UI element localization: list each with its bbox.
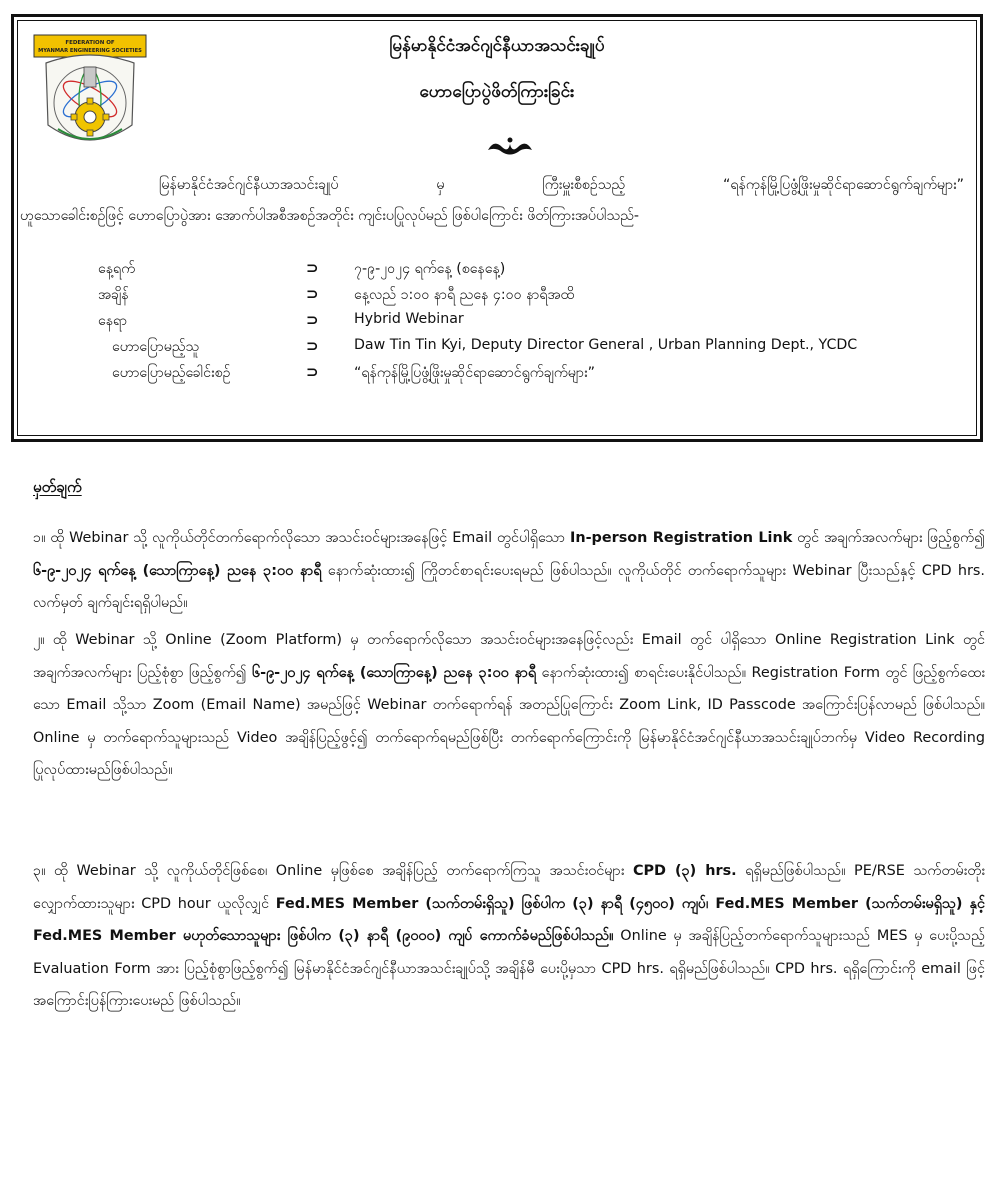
svg-text:FEDERATION OF: FEDERATION OF (65, 40, 115, 46)
emphasis-text: Fed.MES Member (သက်တမ်းရှိသူ) ဖြစ်ပါက (၃) နာရီ (၄၅၀၀) ကျပ်၊ Fed.MES Member (သက်တမ်းမရှိသူ) နှင့် Fed.MES Member မဟုတ်သောသူများ ဖြစ်ပါက (၃) နာရီ (၉၀၀၀) ကျပ် ကောက်ခံမည်ဖြစ်ပါသည်။ (33, 895, 985, 944)
detail-separator: ⊃ (306, 259, 319, 277)
body-text: Online မှ အချိန်ပြည့်တက်ရောက်သူများသည် MES မှ ပေးပို့သည့် Evaluation Form အား ပြည့်စုံစွာဖြည့်စွက်၍ မြန်မာနိုင်ငံအင်ဂျင်နီယာအသင်းချုပ်သို့ အချိန်မီ ပေးပို့မှသာ CPD hrs. ရရှိမည်ဖြစ်ပါသည်။ CPD hrs. ရရှိကြောင်းကို email ဖြင့် အကြောင်းပြန်ကြားပေးမည် ဖြစ်ပါသည်။ (33, 928, 986, 1009)
emphasis-text: ၆-၉-၂၀၂၄ ရက်နေ့ (သောကြာနေ့) ညနေ ၃:၀၀ နာရီ (33, 562, 322, 579)
note-paragraph-2 (33, 624, 985, 787)
body-text: တွင် အချက်အလက်များ ဖြည့်စွက်၍ (792, 530, 985, 546)
detail-label: ဟောပြောမည့်သူ (112, 339, 200, 355)
notes-heading: မှတ်ချက် (33, 478, 82, 496)
note-paragraph-3 (33, 855, 985, 1018)
detail-separator: ⊃ (306, 285, 319, 303)
detail-label: အချိန် (98, 287, 129, 303)
body-text: နောက်ဆုံးထား၍ ကြိုတင်စာရင်းပေးရမည် ဖြစ်ပါသည်။ လူကိုယ်တိုင် တက်ရောက်သူများ Webinar ပြီးသည်နှင့် CPD hrs. လက်မှတ် ချက်ချင်းရရှိပါမည်။ (33, 562, 985, 611)
body-text: ၃။ ထို Webinar သို့ လူကိုယ်တိုင်ဖြစ်စေ၊ Online မှဖြစ်စေ အချိန်ပြည့် တက်ရောက်ကြသူ အသင်းဝင်များ (33, 863, 633, 879)
org-name: မြန်မာနိုင်ငံအင်ဂျင်နီယာအသင်းချုပ် (389, 36, 605, 56)
emphasis-text: CPD (၃) hrs. (632, 863, 737, 879)
detail-label: ဟောပြောမည့်ခေါင်းစဉ် (112, 365, 231, 381)
detail-value: ၇-၉-၂၀၂၄ ရက်နေ့ (စနေနေ့) (354, 261, 506, 277)
detail-label: နေရာ (98, 313, 128, 329)
intro-part-from: မှ (436, 177, 445, 193)
detail-separator: ⊃ (306, 337, 319, 355)
intro-part-topic: “ရန်ကုန်မြို့ပြဖွံ့ဖြိုးမှုဆိုင်ရာဆောင်ရွက်ချက်များ” (723, 177, 964, 193)
detail-label: နေ့ရက် (98, 261, 136, 277)
announcement-title: ဟောပြောပွဲဖိတ်ကြားခြင်း (419, 82, 575, 102)
body-text: ရရှိမည်ဖြစ်ပါသည်။ PE/RSE သက်တမ်းတိုးလျှောက်ထားသူများ CPD hour ယူလိုလျှင် (33, 863, 986, 912)
detail-separator: ⊃ (306, 311, 319, 329)
detail-value: “ရန်ကုန်မြို့ပြဖွံ့ဖြိုးမှုဆိုင်ရာဆောင်ရွက်ချက်များ” (354, 365, 595, 381)
intro-line-1 (159, 175, 964, 196)
note-paragraph-1 (33, 522, 985, 620)
svg-text:MYANMAR ENGINEERING SOCIETIES: MYANMAR ENGINEERING SOCIETIES (38, 48, 142, 54)
body-text: နောက်ဆုံးထား၍ စာရင်းပေးနိုင်ပါသည်။ Registration Form တွင် ဖြည့်စွက်ထေးသော Email သို့သာ Zoom (Email Name) အမည်ဖြင့် Webinar တက်ရောက်ရန် အတည်ပြုကြောင်း Zoom Link, ID Passcode အကြောင်းပြန်လာမည် ဖြစ်ပါသည်။ Online မှ တက်ရောက်သူများသည် Video အချိန်ပြည့်ဖွင့်၍ တက်ရောက်ရမည်ဖြစ်ပြီး တက်ရောက်ကြောင်းကို မြန်မာနိုင်ငံအင်ဂျင်နီယာအသင်းချုပ်ဘက်မှ Video Recording ပြုလုပ်ထားမည်ဖြစ်ပါသည်။ (33, 664, 985, 778)
announcement-frame (11, 14, 983, 442)
body-text: ၂။ ထို Webinar သို့ Online (Zoom Platform) မှ တက်ရောက်လိုသော အသင်းဝင်များအနေဖြင့်လည်း Email တွင် ပါရှိသော Online Registration Link တွင် အချက်အလက်များ ပြည့်စုံစွာ ဖြည့်စွက်၍ (33, 632, 985, 681)
detail-value: နေ့လည် ၁:၀၀ နာရီ ညနေ ၄:၀၀ နာရီအထိ (354, 287, 575, 303)
emphasis-text: ၆-၉-၂၀၂၄ ရက်နေ့ (သောကြာနေ့) ညနေ ၃:၀၀ နာရီ (252, 664, 537, 681)
body-text: ၁။ ထို Webinar သို့ လူကိုယ်တိုင်တက်ရောက်လိုသော အသင်းဝင်များအနေဖြင့် Email တွင်ပါရှိသော (33, 530, 570, 546)
intro-part-org: မြန်မာနိုင်ငံအင်ဂျင်နီယာအသင်းချုပ် (159, 177, 339, 193)
emphasis-text: In-person Registration Link (569, 530, 793, 546)
intro-part-organized: ကြီးမှူးစီစဉ်သည့် (542, 177, 626, 193)
intro-line-2: ဟူသောခေါင်းစဉ်ဖြင့် ဟောပြောပွဲအား အောက်ပါအစီအစဉ်အတိုင်း ကျင်းပပြုလုပ်မည် ဖြစ်ပါကြောင်း ဖိတ်ကြားအပ်ပါသည်- (20, 208, 640, 224)
detail-value: Hybrid Webinar (354, 311, 464, 327)
detail-value: Daw Tin Tin Kyi, Deputy Director General , Urban Planning Dept., YCDC (354, 337, 858, 353)
detail-separator: ⊃ (306, 363, 319, 381)
ornament-flourish (484, 135, 536, 157)
